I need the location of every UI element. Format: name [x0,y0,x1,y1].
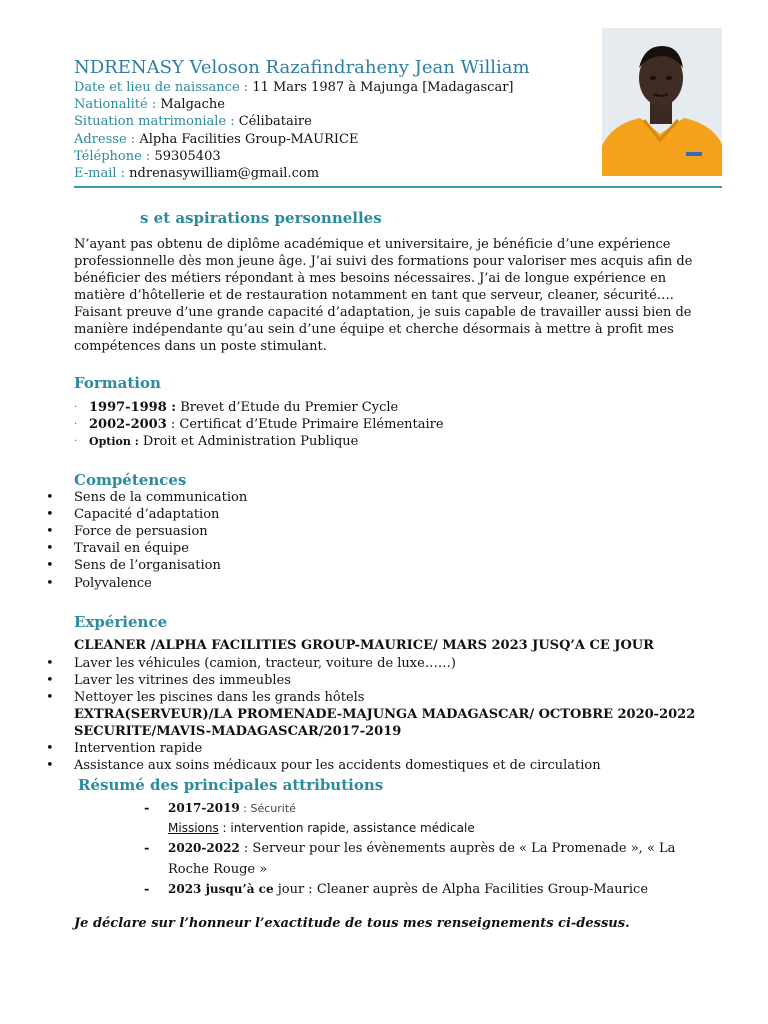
resume-item-1 [168,801,296,816]
formation-year-1: 1997-1998 : [89,400,177,415]
resume-missions [168,821,475,835]
phone-line [74,149,221,164]
resume-item-2-cont: Roche Rouge » [168,862,268,877]
formation-year-2: 2002-2003 [89,417,167,432]
job-title-3: SECURITE/MAVIS-MADAGASCAR/2017-2019 [74,724,402,739]
resume-dash-3: - [144,882,150,897]
nationality-value: Malgache [160,97,225,112]
competences-title: Compétences [74,471,187,489]
email-line [74,166,319,181]
competence-item-6: Polyvalence [74,576,152,591]
competence-bullet-2: • [46,507,54,522]
birth-value: 11 Mars 1987 à Majunga [Madagascar] [252,80,514,95]
job-title-2: EXTRA(SERVEUR)/LA PROMENADE-MAJUNGA MADAGASCAR/ OCTOBRE 2020-2022 [74,707,696,722]
competence-item-5: Sens de l’organisation [74,558,221,573]
resume-year-1: 2017-2019 [168,801,240,815]
email-label: E-mail : [74,166,130,181]
birth-line [74,80,513,95]
job3-task-1: Intervention rapide [74,741,203,756]
job1-bullet-3: • [46,690,54,705]
resume-text-3: jour : Cleaner auprès de Alpha Facilities Group-Maurice [273,882,649,897]
address-line [74,132,358,147]
resume-year-3: 2023 jusqu’à ce [168,882,274,896]
missions-label: Missions [168,821,219,835]
competence-bullet-4: • [46,541,54,556]
resume-text-1: : Sécurité [239,802,296,815]
competence-bullet-3: • [46,524,54,539]
address-value: Alpha Facilities Group-MAURICE [139,132,359,147]
formation-text-2: : Certificat d’Etude Primaire Elémentaire [166,417,444,432]
competence-item-1: Sens de la communication [74,490,248,505]
experience-title: Expérience [74,613,168,631]
email-value: ndrenasywilliam@gmail.com [129,166,320,181]
competence-item-2: Capacité d’adaptation [74,507,220,522]
formation-title: Formation [74,374,161,392]
job3-bullet-2: • [46,758,54,773]
competence-item-3: Force de persuasion [74,524,208,539]
competence-bullet-6: • [46,576,54,591]
job1-bullet-1: • [46,656,54,671]
phone-value: 59305403 [154,149,221,164]
job1-task-2: Laver les vitrines des immeubles [74,673,291,688]
marital-value: Célibataire [238,114,312,129]
resume-item-3 [168,882,648,897]
formation-item-1 [89,400,398,415]
person-portrait-icon [602,28,722,176]
nationality-line [74,97,225,112]
formation-item-3 [89,434,358,449]
resume-title: Résumé des principales attributions [78,776,384,794]
marital-line [74,114,312,129]
job-title-1: CLEANER /ALPHA FACILITIES GROUP-MAURICE/ MARS 2023 JUSQ’A CE JOUR [74,638,654,653]
missions-text: : intervention rapide, assistance médicale [218,821,475,835]
formation-bullet-3: · [74,436,78,447]
resume-item-2 [168,841,675,856]
aspirations-title: s et aspirations personnelles [140,209,382,227]
profile-photo [602,28,722,176]
job1-bullet-2: • [46,673,54,688]
formation-bullet-2: · [74,419,78,430]
competence-bullet-5: • [46,558,54,573]
birth-label: Date et lieu de naissance : [74,80,253,95]
resume-dash-2: - [144,841,150,856]
header-divider [74,186,722,188]
resume-dash-1: - [144,801,150,816]
phone-label: Téléphone : [74,149,155,164]
profile-paragraph: N’ayant pas obtenu de diplôme académique et universitaire, je bénéficie d’une expérience professionnelle dès mon jeune âge. J’ai suivi des formations pour valoriser mes acquis afin de bénéficier des métiers répondant à mes besoins nécessaires. J’ai de longue expérience en matière d’hôtellerie et de restauration notamment en tant que serveur, cleaner, sécurité…. Faisant preuve d’une grande capacité d’adaptation, je suis capable de travailler aussi bien de manière indépendante qu’au sein d’une équipe et cherche désormais à mettre à profit mes compétences dans un poste stimulant. [74,237,693,354]
formation-text-3: Droit et Administration Publique [138,434,359,449]
competence-bullet-1: • [46,490,54,505]
resume-text-2: : Serveur pour les évènements auprès de « La Promenade », « La [239,841,676,856]
resume-year-2: 2020-2022 [168,841,240,855]
formation-text-1: Brevet d’Etude du Premier Cycle [176,400,399,415]
address-label: Adresse : [74,132,140,147]
candidate-name: NDRENASY Veloson Razafindraheny Jean William [74,57,530,78]
nationality-label: Nationalité : [74,97,161,112]
formation-year-3: Option : [89,435,139,448]
job1-task-3: Nettoyer les piscines dans les grands hôtels [74,690,365,705]
competence-item-4: Travail en équipe [74,541,189,556]
job3-task-2: Assistance aux soins médicaux pour les accidents domestiques et de circulation [74,758,601,773]
formation-item-2 [89,417,444,432]
formation-bullet-1: · [74,402,78,413]
job3-bullet-1: • [46,741,54,756]
marital-label: Situation matrimoniale : [74,114,239,129]
job1-task-1: Laver les véhicules (camion, tracteur, voiture de luxe……) [74,656,456,671]
honor-declaration: Je déclare sur l’honneur l’exactitude de tous mes renseignements ci-dessus. [74,916,630,931]
